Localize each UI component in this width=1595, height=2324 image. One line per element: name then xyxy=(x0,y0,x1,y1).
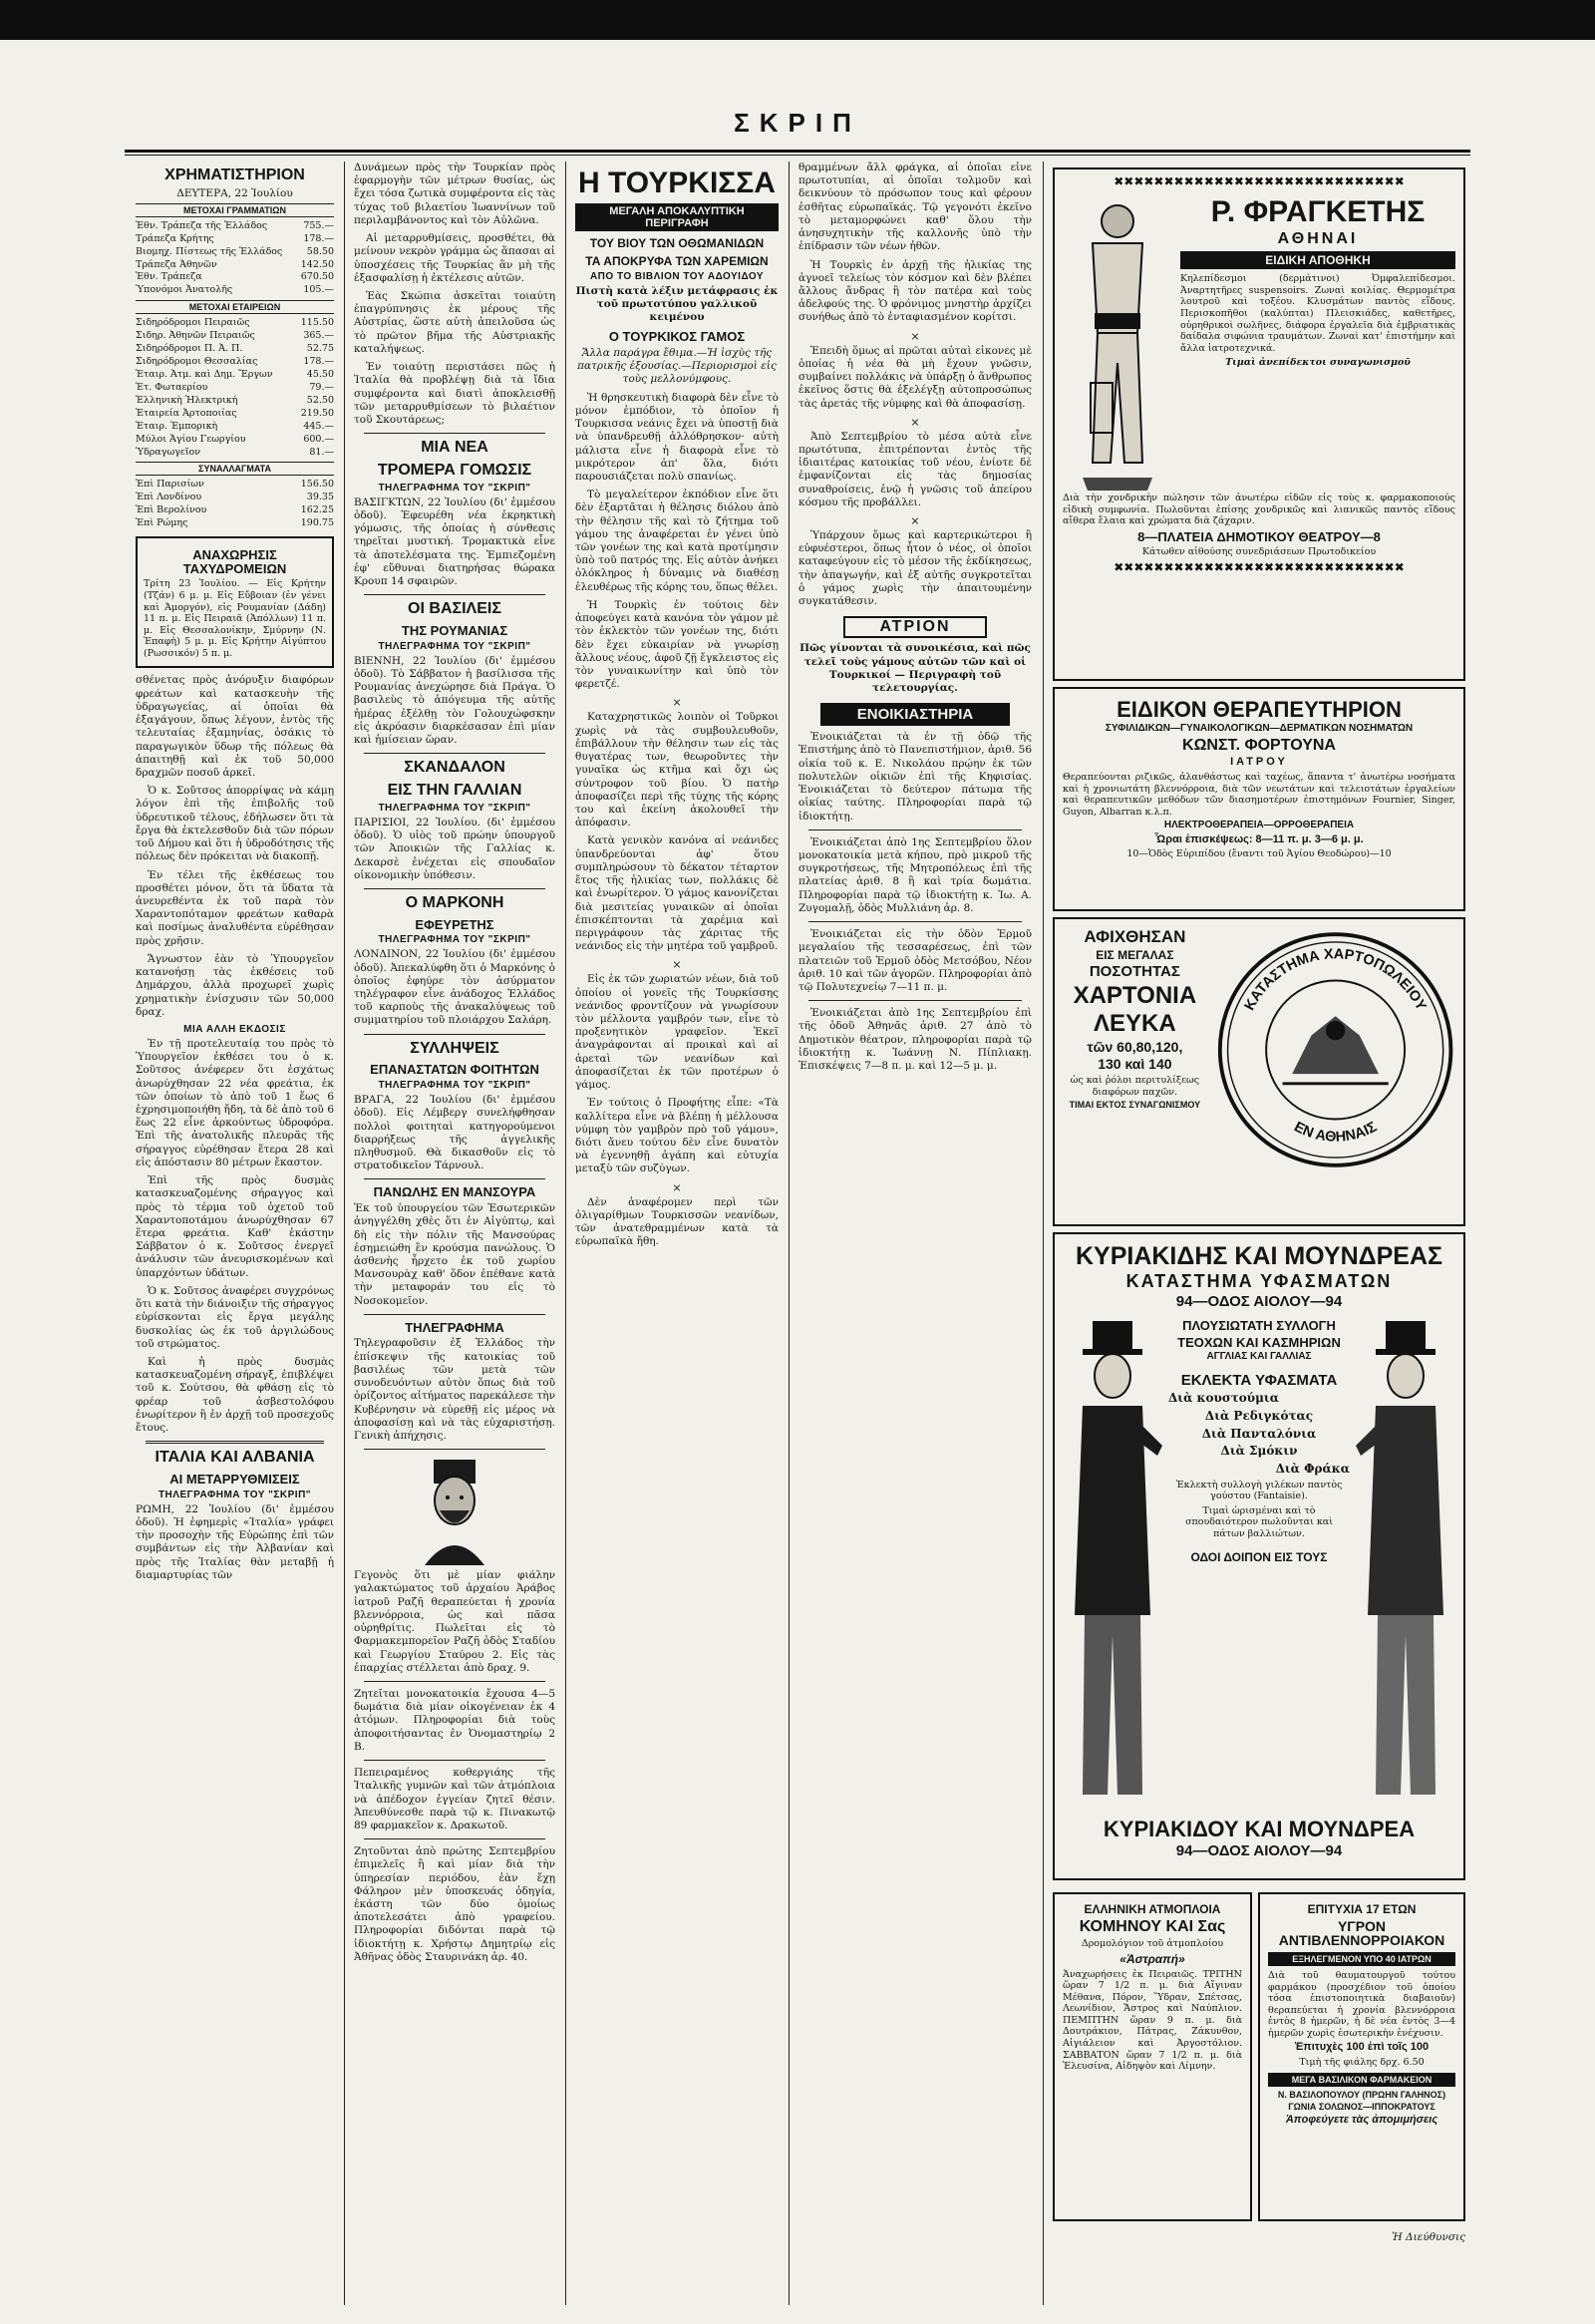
serial-subtitle-3: ΤΑ ΑΠΟΚΡΥΦΑ ΤΩΝ ΧΑΡΕΜΙΩΝ xyxy=(585,254,769,269)
fabric-shop-kind: ΚΑΤΑΣΤΗΜΑ ΥΦΑΣΜΑΤΩΝ xyxy=(1125,1271,1393,1292)
column-divider xyxy=(789,162,790,2305)
top-scan-band xyxy=(0,0,1595,40)
column-4 xyxy=(791,162,1040,2305)
fabric-shop-address: 94—ΟΔΟΣ ΑΙΟΛΟΥ—94 xyxy=(1175,1293,1343,1311)
plague-title: ΠΑΝΩΛΗΣ ΕΝ ΜΑΝΣΟΥΡΑ xyxy=(373,1184,536,1200)
table-row: Ἐπὶ Βερολίνου 162.25 xyxy=(136,504,334,516)
clinic-title: ΕΙΔΙΚΟΝ ΘΕΡΑΠΕΥΤΗΡΙΟΝ xyxy=(1116,697,1402,722)
table-row: Σιδηρόδρομοι Θεσσαλίας 178.— xyxy=(136,356,334,368)
paper-item-2: ΛΕΥΚΑ xyxy=(1094,1010,1176,1038)
paragraph: Ἡ θρησκευτικὴ διαφορὰ δὲν εἶνε τὸ μόνον ἐμπόδιον, τὸ ὁποῖον ἡ Τουρκισσα νεάνις ἔχει νὰ ὑποστῇ διὰ νὰ ὑπανδρευθῇ ἀλλόθρησκον· αὐτὴ μάλιστα εἶνε ἡ διαφορὰ εἶνε τὸ μικρότερον ἀπ' ὅλα, διότι παρουσιάζεται πολὺ σπανίως. xyxy=(575,391,779,483)
shipping-ad xyxy=(1053,1892,1252,2221)
divider xyxy=(364,1178,545,1179)
divider xyxy=(364,1838,545,1839)
table-row: Τράπεζα Ἀθηνῶν 142.50 xyxy=(136,258,334,270)
paragraph: Ἀπὸ Σεπτεμβρίου τὸ μέσα αὐτὰ εἶνε πρωτότυπα, ἐπιτρέπονται ἐντὸς τῆς ἰδιαιτέρας κατοικίας τοῦ νέου, ἐνίοτε δὲ ἐμφανίζονται εἰς τὰς δημοσίας συναθροίσεις, ἐνῷ ἡ γνῶσις τοῦ ἀπείρου κόσμου τῆς προβάλλει. xyxy=(798,430,1032,508)
arrests-title-2: ΕΠΑΝΑΣΤΑΤΩΝ ΦΟΙΤΗΤΩΝ xyxy=(370,1062,539,1078)
paragraph: Ἄγνωστον ἐὰν τὸ Ὑπουργεῖον κατανοήσῃ τὰς ἐκθέσεις τοῦ Δημάρχου, ἀλλὰ προχωρεῖ χωρὶς χρηματικὴν ἐνίσχυσιν τῶν 50,000 δραχ. xyxy=(136,952,334,1018)
section-mark: × xyxy=(672,696,682,710)
serial-source: ΑΠΟ ΤΟ ΒΙΒΛΙΟΝ ΤΟΥ ΑΔΟΥΙΔΟΥ xyxy=(589,270,765,282)
section-mark: × xyxy=(672,1180,682,1194)
masthead: ΣΚΡΙΠ xyxy=(734,108,861,138)
rental-ad: Ἐνοικιάζεται εἰς τὴν ὁδὸν Ἑρμοῦ μεγαλαίου τῆς τεσσαρέσεως, ἐπὶ τῶν πλατειῶν τοῦ Ἑρμοῦ ὁδὸς Μετσόβου, Νέον ἀριθ. 10 καὶ τῶν ἀγορῶν. Πληροφορίαι ἀπὸ τῷ Πολυτεχνείῳ 7—11 π. μ. xyxy=(798,928,1032,993)
column-2 xyxy=(346,162,563,2305)
divider xyxy=(364,1034,545,1035)
clinic-electrotherapy: ΗΛΕΚΤΡΟΘΕΡΑΠΕΙΑ—ΟΡΡΟΘΕΡΑΠΕΙΑ xyxy=(1163,820,1355,831)
bonds-heading: ΜΕΤΟΧΑΙ ΓΡΑΜΜΑΤΙΩΝ xyxy=(136,203,334,217)
tomorrow-box: ΑΤΡΙΟΝ xyxy=(843,616,987,638)
svg-text:ΕΝ ΑΘΗΝΑΙΣ xyxy=(1291,1119,1380,1146)
fabric-line: ΠΛΟΥΣΙΩΤΑΤΗ ΣΥΛΛΟΓΗ xyxy=(1182,1317,1336,1333)
fabric-shop-footer-address: 94—ΟΔΟΣ ΑΙΟΛΟΥ—94 xyxy=(1175,1841,1343,1859)
fabric-line: ΤΕΟΧΩΝ ΚΑΙ ΚΑΣΜΗΡΙΩΝ xyxy=(1177,1334,1341,1350)
fabric-line: ΟΔΟΙ ΔΟΙΠΟΝ ΕΙΣ ΤΟΥΣ xyxy=(1190,1550,1328,1565)
paper-sizes: τῶν 60,80,120, xyxy=(1087,1038,1183,1055)
telegram-label: ΤΗΛΕΓΡΑΦΗΜΑ ΤΟΥ "ΣΚΡΙΠ" xyxy=(378,1080,531,1092)
divider xyxy=(808,921,1022,922)
fabric-line: Τιμαὶ ὡρισμέναι καὶ τὸ σπουδαιότερον πωλοῦνται καὶ πάτων βαλλιώτων. xyxy=(1185,1504,1333,1539)
divider xyxy=(364,753,545,754)
table-row: Ἑταιρ. Ἀτμ. καὶ Δημ. Ἔργων 45.50 xyxy=(136,369,334,381)
gentleman-left-illustration xyxy=(1063,1316,1162,1815)
divider xyxy=(364,594,545,595)
paper-arrived: ΑΦΙΧΘΗΣΑΝ xyxy=(1084,927,1186,946)
scandal-title-2: ΕΙΣ ΤΗΝ ΓΑΛΛΙΑΝ xyxy=(387,782,522,800)
column-divider xyxy=(344,162,345,2305)
romania-title: ΟΙ ΒΑΣΙΛΕΙΣ xyxy=(408,600,501,618)
table-row: Μύλοι Ἀγίου Γεωργίου 600.— xyxy=(136,433,334,445)
paper-note: ὡς καὶ ῥόλοι περιτυλίξεως διαφόρων παχῶν. xyxy=(1070,1074,1200,1098)
shipping-vessel: «Ἀστραπή» xyxy=(1119,1951,1185,1966)
rental-ad: Ἐνοικιάζεται ἀπὸ 1ης Σεπτεμβρίου ἐπὶ τῆς ὁδοῦ Ἀθηνᾶς ἀριθ. 27 ἀπὸ τὸ Δημοτικὸν θέατρον, πληροφορίαι παρὰ τῷ ἰδιοκτήτῃ κ. Ἰωάννῃ Ν. Πίπλιακῃ. Ἐπισκέψεις 7—8 π. μ. καὶ 12—5 μ. μ. xyxy=(798,1007,1032,1073)
paragraph: Καταχρηστικῶς λοιπὸν οἱ Τοῦρκοι χωρὶς νὰ τὰς συμβουλευθοῦν, ἐπιβάλλουν τὴν θέλησιν των εἰς τὰς θυγατέρας των, θεωροῦντες τὴν γυναῖκα ὡς κτῆμα καὶ ὄχι ὡς σύντροφον τοῦ βίου. Ὁ πατὴρ ἀποφασίζει περὶ τῆς τύχης τῆς κόρης του καὶ ἐκείνη ἀκολουθεῖ τὴν ἀπόφασιν. xyxy=(575,711,779,830)
marconi-title-2: ΕΦΕΥΡΕΤΗΣ xyxy=(415,916,494,932)
paragraph: Ἡ Τουρκὶς ἐν ἀρχῇ τῆς ἡλικίας της ἀγνοεῖ τελείως τὸν κόσμον καὶ δὲν βλέπει ἄλλους ἄνδρας ἢ τὸν πατέρα καὶ τοὺς ἀδελφούς της. Ὁ φρόνιμος μνηστὴρ ἀρχίζει συνήθως ἀπὸ τὸ ἐνταφιασμένον κορίτσι. xyxy=(798,258,1032,324)
paragraph: ΒΡΑΓΑ, 22 Ἰουλίου (δι' ἐμμέσου ὁδοῦ). Εἰς Λέμβεργ συνελήφθησαν πολλοὶ φοιτηταὶ κατηγορούμενοι διαρρήξεως τῆς ἀγγελικῆς πληθυσμοῦ. Θὰ δικασθοῦν εἰς τὸ στρατοδικεῖον Τάρνουλ. xyxy=(354,1094,555,1172)
post-text: Τρίτη 23 Ἰουλίου. — Εἰς Κρήτην (Τζάν) 6 μ. μ. Εἰς Εὔβοιαν (ἐν γένει καὶ Ἀμοργόν), εἰς Ρουμανίαν (Δάδη) 11 π. μ. Εἰς Πειραιᾶ (Ἀπόλλων) 11 π. μ. Εἰς Θεσσαλονίκην, Σμύρνην (Ν. Ἐπαφὴ) 5 μ. μ. Εἰς Κρήτην Αἰγύπτου (Ρωσσικόν) 5 π. μ. xyxy=(144,578,326,659)
telegrams-title: ΤΗΛΕΓΡΑΦΗΜΑ xyxy=(405,1319,504,1335)
shares-table xyxy=(136,317,334,459)
fabric-line: Διὰ Ρεδιγκότας xyxy=(1204,1409,1314,1424)
table-row: Ἐθν. Τράπεζα 670.50 xyxy=(136,271,334,283)
paragraph: ΒΑΣΙΓΚΤΩΝ, 22 Ἰουλίου (δι' ἐμμέσου ὁδοῦ). Ἐφευρέθη νέα ἐκρηκτικὴ γόμωσις, τῆς ὁποίας ἡ σύνθεσις τηρεῖται μυστική. Τρομακτικὰ εἶνε τὰ ἀποτελέσματα της. Ἐμπιεζομένη ἐφ' εὔθυναι διατηρήσας θώρακα Κρουπ 14 σφαιρῶν. xyxy=(354,496,555,588)
table-row: Ἑταιρεία Ἀρτοποιίας 219.50 xyxy=(136,407,334,419)
fabric-line: Διὰ κουστούμια xyxy=(1168,1391,1279,1406)
bottom-ads-row xyxy=(1053,1886,1465,2227)
ornament-border: ✖✖✖✖✖✖✖✖✖✖✖✖✖✖✖✖✖✖✖✖✖✖✖✖✖✖✖✖✖ xyxy=(1114,560,1405,573)
section-mark: × xyxy=(672,958,682,972)
ornament-border: ✖✖✖✖✖✖✖✖✖✖✖✖✖✖✖✖✖✖✖✖✖✖✖✖✖✖✖✖✖ xyxy=(1114,175,1405,187)
serial-subtitle: ΜΕΓΑΛΗ ΑΠΟΚΑΛΥΠΤΙΚΗ ΠΕΡΙΓΡΑΦΗ xyxy=(575,203,779,231)
table-row: Τράπεζα Κρήτης 178.— xyxy=(136,232,334,244)
table-row: Ἑλληνικὴ Ἠλεκτρική 52.50 xyxy=(136,394,334,406)
bourse-date: ΔΕΥΤΕΡΑ, 22 Ἰουλίου xyxy=(176,186,293,199)
table-row: Βιομηχ. Πίστεως τῆς Ἑλλάδος 58.50 xyxy=(136,245,334,257)
column-divider xyxy=(565,162,566,2305)
fabric-line: ΑΓΓΛΙΑΣ ΚΑΙ ΓΑΛΛΙΑΣ xyxy=(1206,1351,1312,1363)
paper-price: ΤΙΜΑΙ ΕΚΤΟΣ ΣΥΝΑΓΩΝΙΣΜΟΥ xyxy=(1069,1100,1201,1111)
remedy-shop-2: Ν. ΒΑΣΙΛΟΠΟΥΛΟΥ (ΠΡΩΗΝ ΓΑΛΗΝΟΣ) xyxy=(1277,2089,1446,2100)
telegram-label: ΤΗΛΕΓΡΑΦΗΜΑ ΤΟΥ "ΣΚΡΙΠ" xyxy=(378,934,531,946)
paragraph: Ὁ κ. Σοῦτσος ἀναφέρει συγχρόνως ὅτι κατὰ τὴν διάνοιξιν τῆς σήραγγος εὑρίσκονται εἰς ἔργα μεγάλης δυσκολίας ὡς ἐκ τοῦ ἀργιλώδους τοῦ στρώματος. xyxy=(136,1284,334,1350)
remedy-text: Διὰ τοῦ θαυματουργοῦ τούτου φαρμάκου (προσχέδιον τοῦ ὁποίου τόσα ἐπιστοποιητικὰ διαβαιοῦν) θεραπεύεται ἡ χρονία βλεννόρροια ἐντὸς 8 ἡμερῶν, ἡ δὲ νέα ἐντὸς 3—4 ἡμερῶν χωρὶς ἐσωτερικὴν ἐνέχυσιν. xyxy=(1268,1969,1455,2039)
fx-table xyxy=(136,479,334,530)
remedy-sub: ΕΞΗΛΕΓΜΕΝΟΝ ΥΠΟ 40 ΙΑΤΡΩΝ xyxy=(1268,1952,1455,1966)
post-title: ΑΝΑΧΩΡΗΣΙΣ ΤΑΧΥΔΡΟΜΕΙΩΝ xyxy=(182,547,287,576)
divider xyxy=(364,888,545,889)
romania-title-2: ΤΗΣ ΡΟΥΜΑΝΙΑΣ xyxy=(401,623,508,639)
fabric-line: Ἐκλεκτὴ συλλογὴ γιλέκων παντὸς γούστου (Fantaisie). xyxy=(1175,1479,1343,1502)
paper-quantity: ΠΟΣΟΤΗΤΑΣ xyxy=(1089,963,1180,981)
rentals-heading: ΕΝΟΙΚΙΑΣΤΗΡΙΑ xyxy=(820,703,1010,726)
header-rule xyxy=(125,150,1470,153)
paragraph: Ἐν τοιαύτῃ περιστάσει πῶς ἡ Ἰταλία θὰ προβλέψῃ διὰ τὰ ἴδια συμφέροντα καὶ διατὶ ἀποκλεισθῇ τῶν μεταρρυθμίσεων τὸ βιλαέτιον τοῦ Σκουτάρεως; xyxy=(354,361,555,426)
frangetis-title: Ρ. ΦΡΑΓΚΕΤΗΣ xyxy=(1210,195,1426,228)
telegram-label: ΤΗΛΕΓΡΑΦΗΜΑ ΤΟΥ "ΣΚΡΙΠ" xyxy=(378,802,531,814)
divider xyxy=(808,1000,1022,1001)
shares-heading: ΜΕΤΟΧΑΙ ΕΤΑΙΡΕΙΩΝ xyxy=(136,300,334,314)
paragraph: Ἐπὶ τῆς πρὸς δυσμὰς κατασκευαζομένης σήραγγος καὶ πρὸς τὸ τέρμα τοῦ ὀχετοῦ τοῦ Χαραντοποτάμου ἀνωρύχθησαν 67 ἕτερα φρεάτια. Καθ' ἑκάστην Σάββατον ὁ κ. Σοῦτσος ἐνεργεῖ ἀνάλυσιν τῶν ἀνευρισκομένων καὶ ὑπαρχόντων ὑδάτων. xyxy=(136,1174,334,1279)
wine-ad: Πεπειραμένος κοθεργιάης τῆς Ἰταλικῆς γυμνῶν καὶ τῶν ἀτμόπλοια νὰ ἀπέδοχον ἐγγείαν ζητεῖ θέσιν. Ἀπευθύνεσθε παρὰ τῷ κ. Πινακωτῷ 89 φαρμακεῖον κ. Δρακωτοῦ. xyxy=(354,1767,555,1831)
paragraph: Αἱ μεταρρυθμίσεις, προσθέτει, θὰ μείνουν νεκρὸν γράμμα ὡς ἅπασαι αἱ ὑποσχέσεις τῆς Τουρκίας ἂν μὴ τῆς ἐξασφαλίσῃ ἡ ἐκτέλεσις αὐτῶν. xyxy=(354,232,555,284)
fabric-line: Διὰ Φράκα xyxy=(1275,1461,1350,1476)
seal-bottom-text: ΕΝ ΑΘΗΝΑΙΣ xyxy=(1291,1119,1380,1146)
divider xyxy=(146,1441,324,1444)
quake-title: ΜΙΑ ΝΕΑ xyxy=(421,439,488,457)
table-row: Ὑπονόμοι Ἀνατολῆς 105.— xyxy=(136,284,334,296)
clinic-hours: Ὧραι ἐπισκέψεως: 8—11 π. μ. 3—6 μ. μ. xyxy=(1154,832,1364,845)
signature: Ἡ Διεύθυνσις xyxy=(1392,2231,1465,2243)
table-row: Ἐθν. Τράπεζα τῆς Ἑλλάδος 755.— xyxy=(136,219,334,231)
paper-item: ΧΑΡΤΟΝΙΑ xyxy=(1073,982,1197,1010)
section-mark: × xyxy=(910,514,920,528)
serial-title: Η ΤΟΥΡΚΙΣΣΑ xyxy=(578,166,776,199)
table-row: Ὑδραγωγεῖον 81.— xyxy=(136,446,334,458)
paragraph: Ἐὰς Σκώπια ἀσκεῖται τοιαύτη ἐπαγρύπνησις ἐκ μέρους τῆς Αὐστρίας, ὥστε αὐτὴ ἀπειλοῦσα ὡς τὸ πρῶτον βῆμα τῆς Αὐστριακῆς καταλήψεως. xyxy=(354,289,555,355)
truss-figure-illustration xyxy=(1063,193,1172,493)
remedy-warning: Ἀποφεύγετε τὰς ἀπομιμήσεις xyxy=(1285,2114,1438,2127)
paper-ad xyxy=(1053,917,1465,1226)
section-mark: × xyxy=(910,329,920,343)
frangetis-city: ΑΘΗΝΑΙ xyxy=(1277,229,1359,247)
pharmacy-ad: Γεγονὸς ὅτι μὲ μίαν φιάλην γαλακτώματος τοῦ ἀρχαίου Ἀράβος ἰατροῦ Ραζῆ θεραπεύεται ἡ χρονία βλεννόρροια, ὡς καὶ πᾶσα οὐρηθρίτις. Πωλεῖται εἰς τὸ Φαρμακεμπορεῖον Ραζῆ ὁδὸς Σταδίου καὶ Γεωργίου Σταύρου 2. Εἰς τὰς ἐπαρχίας στέλλεται ἀπὸ δραχ. 9. xyxy=(354,1569,555,1674)
frangetis-prices: Τιμαὶ ἀνεπίδεκτοι συναγωνισμοῦ xyxy=(1225,357,1411,369)
paragraph: Ἐν τῇ προτελευταίᾳ του πρὸς τὸ Ὑπουργεῖον ἐκθέσει του ὁ κ. Σοῦτσος ἀνέφερεν ὅτι ἐσχάτως ἀνωρύχθησαν 22 νέα φρεάτια, ἐκ τῶν ὁποίων τὸ ἀπὸ τοῦ 1 ἕως 6 ἐχρησιμοποιήθη ἤδη, τὰ δὲ ἀπὸ τοῦ 6 ἕως 22 εἶνε ἀρκούντως ὑδροφόρα. Ἐπὶ τῆς ἀνατολικῆς πλευρᾶς τῆς σήραγγος εὑρέθησαν ἕτερα 28 καὶ εἰς ἀπόστασιν 80 μέτρων ἔκαστον. xyxy=(136,1037,334,1168)
scandal-title: ΣΚΑΝΔΑΛΟΝ xyxy=(404,759,505,777)
post-box xyxy=(136,536,334,668)
paragraph: Δυνάμεων πρὸς τὴν Τουρκίαν πρὸς ἐφαρμογὴν τῶν μέτρων θυσίας, ὡς ἔχει τόσα ζωτικὰ συμφέροντα εἰς τὰς τύχας τοῦ βιλαετίου Ἰωαννίνων τοῦ περιλαμβάνοντος καὶ τὸν Αὐλῶνα. xyxy=(354,162,555,226)
paragraph: σθένετας πρὸς ἀνόρυξιν διαφόρων φρεάτων καὶ κατασκευὴν τῆς ὑδραγωγείας, αἱ ὁποῖαι θὰ ἐξαγάγουν, ὅπως λέγουν, ἐντὸς τῆς τελευταίας ἑξαμηνίας, ὁσάκις τὸ παραγωγικὸν ὕδωρ τῆς πόλεως θὰ ἀπαιτηθῇ καὶ ἐκ τοῦ 50,000 δραχμῶν ποσοῦ ἀρκεῖ. xyxy=(136,674,334,780)
table-row: Σιδηρ. Ἀθηνῶν Πειραιῶς 365.— xyxy=(136,330,334,342)
paragraph: Τὸ μεγαλείτερον ἐκπόδιον εἶνε ὅτι δὲν ἐξαρτᾶται ἡ θέλησις διόλου ἀπὸ τὴν θέλησιν τῆς καὶ τὸ ζήτημα τοῦ γάμου της ἀναφέρεται ἐν γένει ὑπὸ τῶν γονέων της καὶ κατὰ προτίμησιν ὑπὸ τοῦ πατρός της. Εἰς αὐτὸν ἀνήκει ὁλόκληρος ἡ δύναμις νὰ διαθέσῃ ἐλευθέρως τῆς κόρης του, ὅπως θέλει. xyxy=(575,489,779,593)
clinic-doctor: ΚΩΝΣΤ. ΦΟΡΤΟΥΝΑ xyxy=(1182,736,1336,754)
gentleman-right-illustration xyxy=(1356,1316,1455,1815)
fabric-shop-ad xyxy=(1053,1232,1465,1880)
shipping-title: ΕΛΛΗΝΙΚΗ ΑΤΜΟΠΛΟΙΑ xyxy=(1084,1902,1221,1916)
tomorrow-text: Πῶς γίνονται τὰ συνοικέσια, καὶ πῶς τελεῖ τοὺς γάμους αὐτῶν τῶν καὶ οἱ Τουρκικοί — Περιγραφὴ τοῦ τελετουργίας. xyxy=(799,642,1031,694)
rental-ad: Ἐνοικιάζεται τὰ ἐν τῇ ὁδῷ τῆς Ἐπιστήμης ἀπὸ τὸ Πανεπιστήμιον, ἀριθ. 56 οἰκία τοῦ κ. Ε. Νικολάου πρῴην ἐκ τῶν πολυτελῶν οἰκιῶν ἐπὶ τῆς Κηφισίας. Ἐνοικιάζεται τὸ δεύτερον πάτωμα τῆς οἰκίας ταύτης. Πληροφορίαι παρὰ τῷ ἰδιοκτήτῃ. xyxy=(798,731,1032,823)
italy-subtitle: ΑΙ ΜΕΤΑΡΡΥΘΜΙΣΕΙΣ xyxy=(169,1472,300,1488)
divider xyxy=(364,1449,545,1450)
divider xyxy=(364,433,545,434)
serial-subtitle-2: ΤΟΥ ΒΙΟΥ ΤΩΝ ΟΘΩΜΑΝΙΔΩΝ xyxy=(589,235,765,250)
frangetis-address: 8—ΠΛΑΤΕΙΑ ΔΗΜΟΤΙΚΟΥ ΘΕΑΤΡΟΥ—8 xyxy=(1137,528,1381,544)
telegram-label: ΤΗΛΕΓΡΑΦΗΜΑ ΤΟΥ "ΣΚΡΙΠ" xyxy=(158,1489,312,1500)
shipping-name: ΚΟΜΗΝΟΥ ΚΑΙ Σας xyxy=(1079,1917,1226,1935)
column-1 xyxy=(128,162,342,2305)
portrait-illustration xyxy=(410,1456,499,1565)
marconi-title: Ο ΜΑΡΚΟΝΗ xyxy=(405,893,504,911)
arrests-title: ΣΥΛΛΗΨΕΙΣ xyxy=(410,1039,499,1057)
paragraph: ΠΑΡΙΣΙΟΙ, 22 Ἰουλίου. (δι' ἐμμέσου ὁδοῦ). Ὁ υἱὸς τοῦ πρώην ὑπουργοῦ τῶν Ἀποικιῶν τῆς Γαλλίας κ. Δεκαρσὲ ἐνέχεται εἰς σπουδαῖον οἰκονομικὴν ὑπόθεσιν. xyxy=(354,816,555,881)
frangetis-items: Κηλεπίδεσμοι (δερμάτινοι) Ὀμφαλεπίδεσμοι. Ἀναρτητῆρες suspensoirs. Ζωναὶ κοιλίας. Θερμομέτρα λουτροῦ καὶ τοξέου. Κλυσμάτων παντὸς εἴδους. Περισκοπῆθοι (καλύπται) Πλεισκιάδες, καθετῆρες, οὐρηθρικοὶ σωλῆνες, διάφορα ἐργαλεῖα διὰ ἐμβριατικὰς δαίδαλα σιφώνια τραυμάτων. Ζωναὶ κατ' ἐπιστήμην καὶ ἄλλα ἰατροτεχνικά. xyxy=(1180,273,1455,354)
paragraph: Ἡ Τουρκὶς ἐν τούτοις δὲν ἀποφεύγει κατὰ κανόνα τὸν γάμον μὲ τὸν ἐκλεκτὸν τῶν γονέων της, διότι δὲν ἔχει εὐκαιρίαν νὰ γνωρίσῃ ἄλλους νέους, ἀφοῦ ζῇ ἔγκλειστος εἰς τὸν γυναικωνίτην καὶ ὑπὸ τὸν φερετζέ. xyxy=(575,598,779,691)
paragraph: Κατὰ γενικὸν κανόνα αἱ νεάνιδες ὑπανδρεύονται ἀφ' ὅτου συμπληρώσουν τὸ δέκατον τέταρτον ἔτος τῆς ἡλικίας των, πολλάκις δὲ καὶ ἐνωρίτερον. Ὁ γάμος κανονίζεται διὰ μεσιτείας γυναικῶν αἱ ὁποῖαι ἐπισκέπτονται τὰ χαρέμια καὶ περιγράφουν τὰς χάριτας τῆς νεάνιδος εἰς τὴν μητέρα τοῦ γαμβροῦ. xyxy=(575,834,779,953)
clinic-role: ΙΑΤΡΟΥ xyxy=(1230,756,1288,769)
rooms-ad: Ζητεῖται μονοκατοικία ἔχουσα 4—5 δωμάτια διὰ μίαν οἰκογένειαν ἐκ 4 ἀτόμων. Πληροφορίαι διὰ τοὺς ἀποφοιτήσαντας ἐν Ὀνομαστηρίῳ 2 Β. xyxy=(354,1687,555,1753)
paragraph: Ἐν τέλει τῆς ἐκθέσεως του προσθέτει μόνον, ὅτι τὰ ὕδατα τὰ ἀνευρεθέντα ἐκ τοῦ παρὰ τὸν Χαραντοπόταμον φρεάτων καθαρὰ καὶ ποσίμως ἀναλυθέντα εὑρέθησαν πρὸς χρῆσιν. xyxy=(136,868,334,947)
clinic-address: 10—Ὁδὸς Εὐριπίδου (ἔναντι τοῦ Ἁγίου Θεοδώρου)—10 xyxy=(1126,848,1392,860)
subheading: ΜΙΑ ΑΛΛΗ ΕΚΔΟΣΙΣ xyxy=(183,1023,286,1035)
paragraph: Ὑπάρχουν ὅμως καὶ καρτερικώτεροι ἢ εὐφυέστεροι, ὅπως ἦτον ὁ νέος, οἱ ὁποῖοι καταφεύγουν εἰς τὸ μέσον τῆς ἐκδίκησεως, τὴν ἀπαγωγήν, καὶ ἐξ αὐτῆς συγκροτεῖται ὁ γάμος χωρὶς τὴν ἀπαιτουμένην συγκατάθεσιν. xyxy=(798,529,1032,608)
help-ad: Ζητοῦνται ἀπὸ πρώτης Σεπτεμβρίου ἐπιμελεῖς ἢ καὶ μίαν διὰ τὴν ὑπηρεσίαν περιόδου, ἐὰν ἔχῃ Φάληρον μὲν ὑποσκευάς ὁδηγία, ἐκάστη τῶν δύο ὁμοίως ἀποτελεσάτει ἀπὸ γραφείου. Πληροφορίαι διδόνται παρὰ τῷ ἰδιοκτήτῃ κ. Χρήστῳ Δημητρίῳ εἰς Ἀθῆνας ὁδὸς Σταυρινάκη ἀρ. 40. xyxy=(354,1845,555,1963)
fabric-line: Διὰ Πανταλόνια xyxy=(1201,1426,1317,1441)
bourse-title: ΧΡΗΜΑΤΙΣΤΗΡΙΟΝ xyxy=(164,166,305,183)
paragraph: Τηλεγραφοῦσιν ἐξ Ἑλλάδος τὴν ἐπίσκεψιν τῆς κατοικίας τοῦ βασιλέως τῶν μετὰ τῶν συνοδευόντων αὐτὸν ὅπως διὰ τοῦ ὁρίζοντος αἰτήματος παρεκάλεσε τὴν Κυβέρνησιν νὰ εὑρεθῇ εἰς μέρος νὰ ἀποφασίσῃ καὶ νὰ τὰς εὐχαριστήσῃ. Γενικὴ ἀπήχησις. xyxy=(354,1337,555,1442)
paragraph: ΒΙΕΝΝΗ, 22 Ἰουλίου (δι' ἐμμέσου ὁδοῦ). Τὸ Σάββατον ἡ βασίλισσα τῆς Ρουμανίας ἀνεχώρησε διὰ Πράγα. Ὁ βασιλεὺς τὸ ἀπόγευμα τῆς αὐτῆς ἡμέρας ἐξέλθῃ τὸν Γολουχώφσκην εἰς ἀκρόασιν διαρκέσασαν ἐπὶ μίαν καὶ ἡμίσειαν ὥραν. xyxy=(354,654,555,747)
paragraph: Ὁ κ. Σοῦτσος ἀπορρίψας νὰ κάμῃ λόγον ἐπὶ τῆς ἐπιβολῆς τοῦ ὑδρευτικοῦ τέλους, ἐδήλωσεν ὅτι τὰ ἔργα θὰ ἐκτελεσθοῦν διὰ τῶν πόρων τοῦ Δήμου καὶ ὅτι ἡ ὑδροδότησις τῆς πόλεως δὲν πρόκειται νὰ διακοπῇ. xyxy=(136,785,334,863)
bonds-table xyxy=(136,220,334,298)
header-rule-thin xyxy=(125,155,1470,156)
fabric-shop-footer: ΚΥΡΙΑΚΙΔΟΥ ΚΑΙ ΜΟΥΝΔΡΕΑ xyxy=(1103,1816,1416,1841)
seal-top-text: ΚΑΤΑΣΤΗΜΑ ΧΑΡΤΟΠΩΛΕΙΟΥ xyxy=(1241,946,1430,1014)
remedy-prize: Ἐπιτυχὲς 100 ἐπὶ τοῖς 100 xyxy=(1294,2041,1430,2054)
column-5-ads xyxy=(1045,162,1473,2305)
remedy-title: ΥΓΡΟΝ ΑΝΤΙΒΛΕΝΝΟΡΡΟΙΑΚΟΝ xyxy=(1278,1917,1445,1949)
paper-subtitle: ΕΙΣ ΜΕΓΑΛΑΣ xyxy=(1096,947,1174,962)
paragraph: Ἐν τούτοις ὁ Προφήτης εἶπε: «Τὰ καλλίτερα εἶνε νὰ βλέπῃ ἡ μέλλουσα νύμφη τὸν γαμβρὸν πρὸ τοῦ γάμου», διότι ἄνευ τούτου δὲν εἶνε δυνατὸν νὰ ἐγεννηθῇ ἀγάπη καὶ εὐτυχία μεταξὺ τῶν συζύγων. xyxy=(575,1097,779,1175)
chapter-title: Ο ΤΟΥΡΚΙΚΟΣ ΓΑΜΟΣ xyxy=(608,329,746,345)
paragraph: Εἰς ἐκ τῶν χωριατών νέων, διὰ τοῦ ὁποίου οἱ γονεῖς τῆς Τουρκίσσης νεάνιδος φροντίζουν νὰ γνωρίσουν τὸν μέλλοντα γαμβρόν των, εἶνε τὸ προξενητικὸν γραφεῖον. Ἐκεῖ ἀναγράφονται αἱ προικαὶ καὶ αἱ ἀρεταὶ τῶν νεανίδων καὶ ἀποφασίζεται ἐκ τῶν προτέρων ὁ γάμος. xyxy=(575,973,779,1092)
paper-sizes-2: 130 καὶ 140 xyxy=(1098,1056,1172,1073)
table-row: Ἐπὶ Παρισίων 156.50 xyxy=(136,479,334,491)
clinic-subtitle: ΣΥΦΙΛΙΔΙΚΩΝ—ΓΥΝΑΙΚΟΛΟΓΙΚΩΝ—ΔΕΡΜΑΤΙΚΩΝ ΝΟΣΗΜΑΤΩΝ xyxy=(1105,723,1414,735)
table-row: Σιδηρόδρομοι Πειραιῶς 115.50 xyxy=(136,317,334,329)
column-3 xyxy=(567,162,787,2305)
frangetis-note: Διὰ τὴν χονδρικὴν πώλησιν τῶν ἀνωτέρω εἰδῶν εἰς τοὺς κ. φαρμακοποιούς εἰδικὴ συμφωνία. Πωλοῦνται ἐπίσης χονδρικῶς καὶ λιανικῶς παντὸς εἴδους αἴθερα ἔλαια καὶ χρώματα διὰ ζάχαριν. xyxy=(1063,493,1455,527)
shop-seal-illustration xyxy=(1215,925,1455,1174)
frangetis-address-2: Κάτωθεν αἰθούσης συνεδριάσεων Πρωτοδικείου xyxy=(1141,546,1377,558)
telegram-label: ΤΗΛΕΓΡΑΦΗΜΑ ΤΟΥ "ΣΚΡΙΠ" xyxy=(378,482,531,494)
divider xyxy=(364,1681,545,1682)
table-row: Σιδηρόδρομοι Π. Ἀ. Π. 52.75 xyxy=(136,343,334,355)
fabric-line: Διὰ Σμόκιν xyxy=(1220,1444,1298,1459)
rental-ad: Ἐνοικιάζεται ἀπὸ 1ης Σεπτεμβρίου ὅλον μονοκατοικία μετὰ κήπου, πρὸ μικροῦ τῆς συγκροτήσεως, τῆς Μητροπόλεως ἐπὶ τῆς πλατείας ἀριθ. 8 ἢ καὶ τρία δωμάτια. Πληροφορίαι παρὰ τῷ ἰδιοκτήτῃ κ. Ἰω. Α. Ζυγομαλῇ, ὁδὸς Μυλλιάνη ἀρ. 8. xyxy=(798,835,1032,914)
fabric-line: ΕΚΛΕΚΤΑ ΥΦΑΣΜΑΤΑ xyxy=(1180,1371,1338,1389)
table-row: Ἐπὶ Λονδίνου 39.35 xyxy=(136,492,334,503)
paragraph: ΡΩΜΗ, 22 Ἰουλίου (δι' ἐμμέσου ὁδοῦ). Ἡ ἐφημερὶς «Ἰταλία» γράφει τὴν προσοχὴν τῆς Εὐρώπης ἐπὶ τῶν συμβάντων εἰς τὴν Ἀλβανίαν καὶ πρὸς τῆς Ἰταλίας θὰν μεταβῇ ἡ διαμαρτυρίας τῶν xyxy=(136,1502,334,1581)
serial-note: Πιστὴ κατὰ λέξιν μετάφρασις ἐκ τοῦ πρωτοτύπου γαλλικοῦ κειμένου xyxy=(575,284,779,324)
fabric-shop-title: ΚΥΡΙΑΚΙΔΗΣ ΚΑΙ ΜΟΥΝΔΡΕΑΣ xyxy=(1075,1242,1443,1270)
table-row: Ἑταιρ. Ἐμπορικὴ 445.— xyxy=(136,420,334,432)
paragraph: θραμμένων ἄλλ φράγκα, αἱ ὁποῖαι εἶνε πρωτοτυπίαι, αἱ ὁποῖαι τολμοῦν καὶ δεικνύουν τὸ πρόσωπον τους καὶ φέρουν ἐσθῆτας εὐρωπαϊκάς. Τῷ γεγονότι ἐκεῖνο τὸ μεταμορφώνει καθ' ὅλου τὴν ἀνησυχητικὴν τῆς καλλονῆς ὑπὸ τὴν ἐπίδρασιν τῶν νέων ἠθῶν. xyxy=(798,162,1032,253)
paragraph: ΛΟΝΔΙΝΟΝ, 22 Ἰουλίου (δι' ἐμμέσου ὁδοῦ). Ἀπεκαλύφθη ὅτι ὁ Μαρκόνης ὁ ὁποῖος ἐφηύρε τὸν ἀσύρματον τηλέγραφον εἶνε ἀνάδοχος Ἑλλάδος τοῦ καρποὺς τῆς ἀνακαλύψεως τοῦ συμματηρίου τοῦ πλοιάρχου Σαλάρη. xyxy=(354,948,555,1027)
remedy-shop: ΜΕΓΑ ΒΑΣΙΛΙΚΟΝ ΦΑΡΜΑΚΕΙΟΝ xyxy=(1268,2073,1455,2087)
quake-title-2: ΤΡΟΜΕΡΑ ΓΟΜΩΣΙΣ xyxy=(377,461,532,479)
remedy-top: ΕΠΙΤΥΧΙΑ 17 ΕΤΩΝ xyxy=(1307,1902,1417,1916)
clinic-text: Θεραπεύονται ριζικῶς, ἀλανθάστως καὶ ταχέως, ἅπαντα τ' ἀνωτέρω νοσήματα καὶ ἡ χρονιωτάτη βλεννόρροια, διὰ τῶν νεωτάτων καὶ τελειοτάτων ἐργαλείων καὶ θεραπευτικῶν μεθόδων τῶν διασημοτέρων ἐπιστημόνων Fournier, Singer, Guyon, Albarran κ.λ.π. xyxy=(1063,771,1455,818)
remedy-price: Τιμὴ τῆς φιάλης δρχ. 6.50 xyxy=(1299,2056,1425,2068)
paragraph: Ἐπειδὴ ὅμως αἱ πρῶται αὐταὶ εἰκονες μὲ ὁποίας ἡ νέα θὰ μὴ ἔχουν γνῶσιν, συμβαίνει πολλάκις νὰ ὑπάρξῃ ὁ ἄνθρωπος ἐκεῖνος ὅστις θὰ ἐξελέγξῃ αὐτοπροσώπως τὰς ἀρετάς τῆς νύμφης καὶ θὰ ἀποφασίσῃ. xyxy=(798,344,1032,410)
table-row: Ἐπὶ Ρώμης 190.75 xyxy=(136,517,334,529)
paragraph: Ἐκ τοῦ ὑπουργείου τῶν Ἐσωτερικῶν ἀνηγγέλθη χθὲς ὅτι ἐν Αἰγύπτῳ, καὶ δὴ εἰς τὴν πόλιν τῆς Μανσούρας ἐσημειώθη ἓν κρούσμα πανώλους. Ὁ ἀσθενὴς ἦρχετο ἐκ τοῦ χωρίου Μανσουρὰχ καθ' ὅδον ἐπέθανε κατὰ τὴν μεταφοράν του εἰς τὸ Νοσοκομεῖον. xyxy=(354,1202,555,1307)
divider xyxy=(364,1314,545,1315)
remedy-address: ΓΩΝΙΑ ΣΟΛΩΝΟΣ—ΙΠΠΟΚΡΑΤΟΥΣ xyxy=(1288,2102,1436,2112)
shipping-sub: Δρομολόγιον τοῦ ἀτμοπλοίου xyxy=(1081,1938,1224,1950)
frangetis-ad xyxy=(1053,167,1465,681)
table-row: Ἑτ. Φωταερίου 79.— xyxy=(136,381,334,393)
clinic-ad xyxy=(1053,687,1465,911)
italy-title: ΙΤΑΛΙΑ ΚΑΙ ΑΛΒΑΝΙΑ xyxy=(155,1449,315,1467)
telegram-label: ΤΗΛΕΓΡΑΦΗΜΑ ΤΟΥ "ΣΚΡΙΠ" xyxy=(378,640,531,652)
paragraph: Καὶ ἡ πρὸς δυσμὰς κατασκευαζομένη σήραγξ, ἐπιβλέψει τοῦ κ. Σούτσου, θὰ φθάσῃ εἰς τὸ φρέαρ τοῦ ἀσβεστολόφου ἐνωρίτερον ἢ ἐν ἀρχῇ τοῦ προσεχοῦς ἔτους. xyxy=(136,1355,334,1435)
chapter-summary: Ἄλλα παράγρα ἔθιμα.—Ἡ ἰσχὺς τῆς πατρικῆς ἐξουσίας.—Περιορισμοὶ εἰς τοὺς μελλονύμφους. xyxy=(577,346,777,386)
paragraph: Δὲν ἀναφέρομεν περὶ τῶν ὀλιγαρίθμων Τουρκισσῶν νεανίδων, τῶν ἀνατεθραμμένων κατὰ τὰ εὐρωπαϊκὰ ἤθη. xyxy=(575,1195,779,1248)
divider xyxy=(364,1760,545,1761)
remedy-ad xyxy=(1258,1892,1465,2221)
frangetis-kind: ΕΙΔΙΚΗ ΑΠΟΘΗΚΗ xyxy=(1180,251,1455,269)
column-divider xyxy=(1043,162,1044,2305)
fx-heading: ΣΥΝΑΛΛΑΓΜΑΤΑ xyxy=(136,462,334,476)
section-mark: × xyxy=(910,415,920,429)
shipping-text: Ἀναχωρήσεις ἐκ Πειραιῶς. ΤΡΙΤΗΝ ὥραν 7 1/2 π. μ. διὰ Αἴγιναν Μέθανα, Πόρον, Ὕδραν, Σπέτσας, Λεωνίδιον, Ἄστρος καὶ Ναύπλιον. ΠΕΜΠΤΗΝ ὥραν 9 π. μ. διὰ Δουτράκιον, Πάτρας, Ζάκυνθον, Αἰγιάλειον καὶ Ἀργοστόλιον. ΣΑΒΒΑΤΟΝ ὥραν 7 1/2 π. μ. διὰ Ἐλευσίνα, Αἰδηψὸν καὶ Λίμνην. xyxy=(1063,1968,1242,2073)
